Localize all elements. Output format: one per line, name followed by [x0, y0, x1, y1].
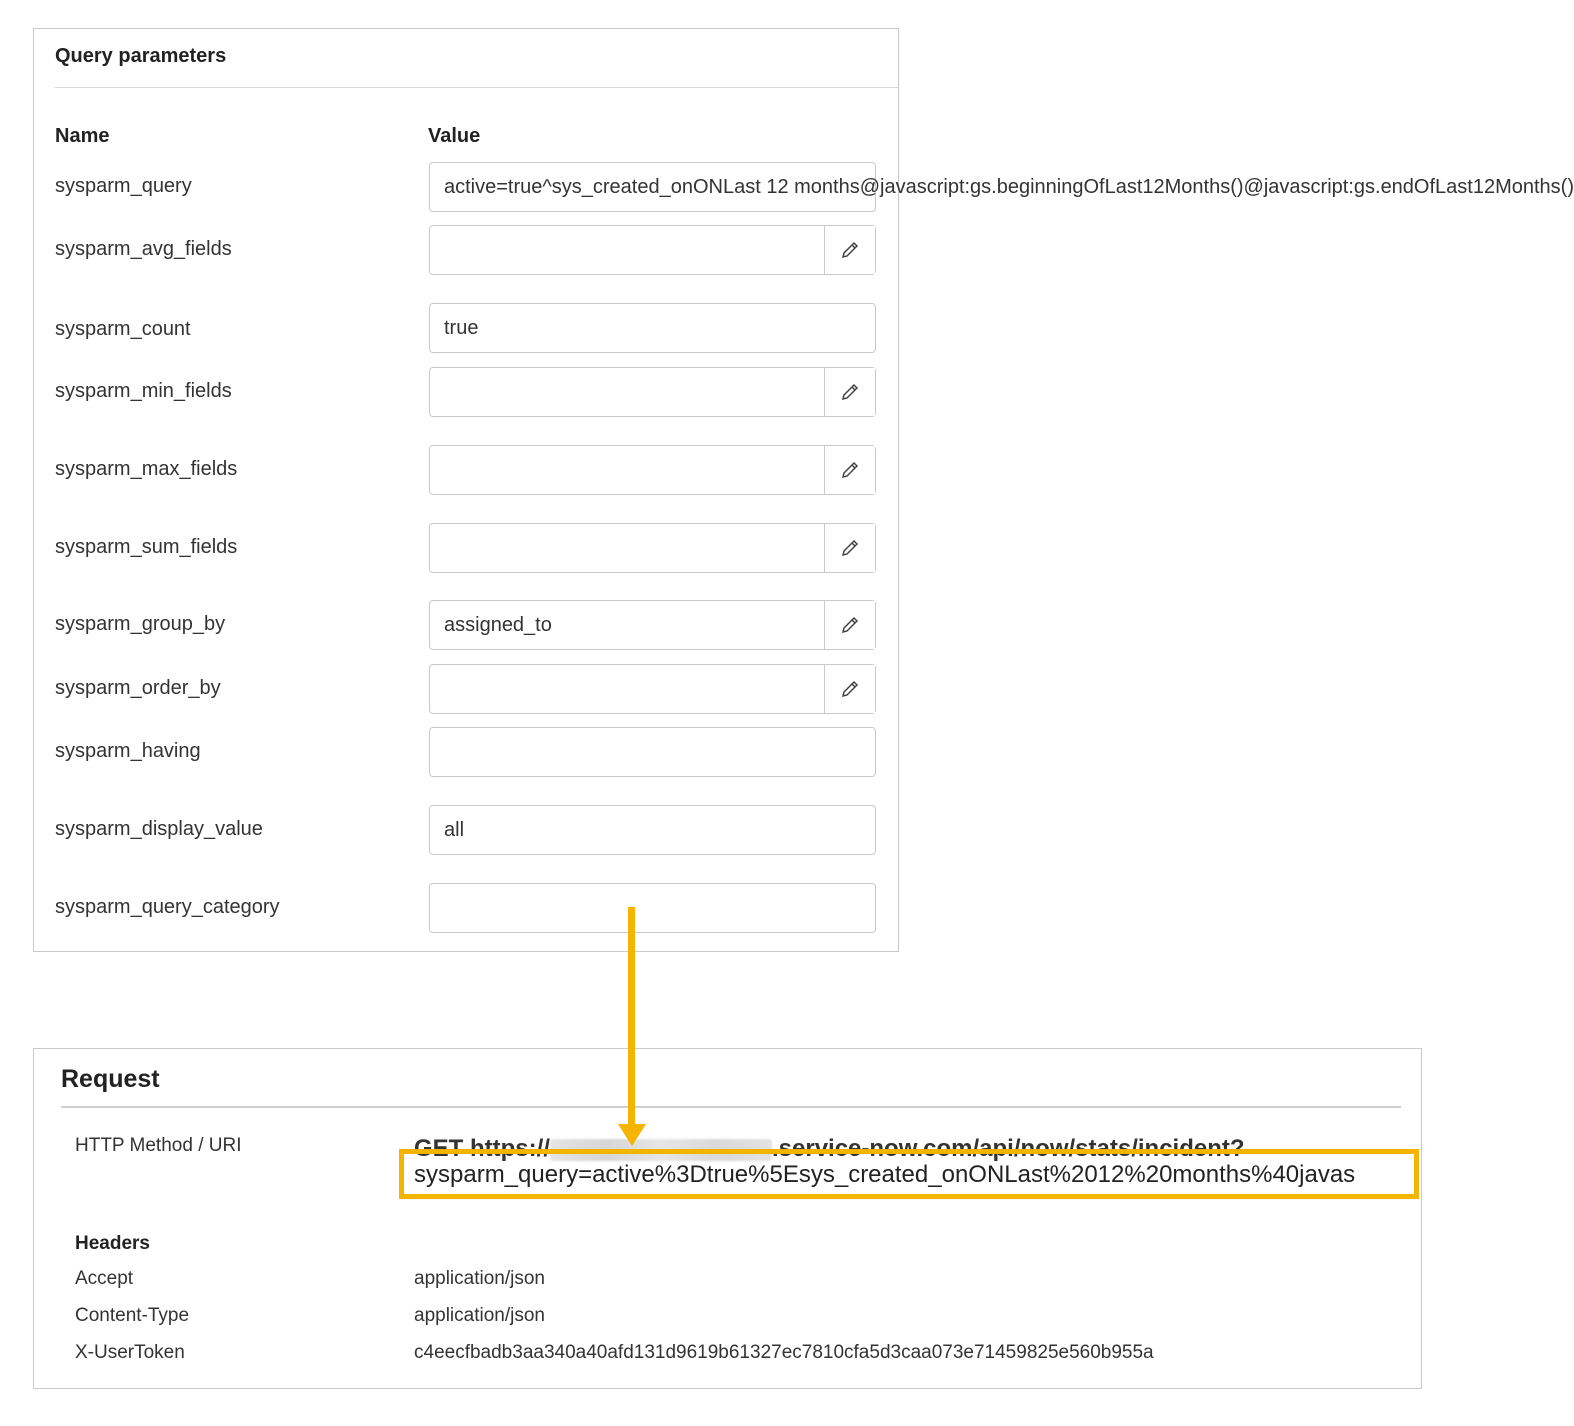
headers-label: Headers — [75, 1233, 150, 1254]
header-name: Accept — [75, 1268, 134, 1289]
field-value: active=true^sys_created_onONLast 12 months@javascript:gs.beginningOfLast12Months()@javascript:gs.endOfLast12Months() — [444, 175, 1574, 198]
param-row-sysparm-having — [34, 727, 898, 777]
request-title: Request — [61, 1065, 160, 1093]
sysparm-avg-fields-input[interactable] — [429, 225, 876, 275]
http-method-uri-label: HTTP Method / URI — [75, 1135, 242, 1156]
sysparm-query-input[interactable] — [429, 162, 1574, 212]
name-column-header: Name — [55, 125, 110, 147]
pencil-icon[interactable] — [825, 368, 875, 416]
sysparm-group-by-input[interactable] — [429, 600, 876, 650]
sysparm-having-input[interactable] — [429, 727, 876, 777]
param-row-sysparm-query — [34, 162, 1574, 212]
request-panel — [33, 1048, 1422, 1389]
pencil-icon[interactable] — [825, 226, 875, 274]
divider — [55, 87, 898, 88]
field-value — [430, 368, 825, 416]
header-value: application/json — [414, 1268, 545, 1289]
field-value — [430, 226, 825, 274]
param-row-sysparm-group-by — [34, 600, 898, 650]
pencil-icon[interactable] — [825, 524, 875, 572]
pencil-icon[interactable] — [825, 665, 875, 713]
param-label: sysparm_sum_fields — [55, 536, 238, 558]
param-label: sysparm_count — [55, 318, 191, 340]
param-label: sysparm_group_by — [55, 613, 226, 635]
sysparm-min-fields-input[interactable] — [429, 367, 876, 417]
param-label: sysparm_query_category — [55, 896, 280, 918]
sysparm-count-input[interactable] — [429, 303, 876, 353]
param-row-sysparm-sum-fields — [34, 523, 898, 573]
param-row-sysparm-display-value — [34, 805, 898, 855]
param-row-sysparm-query-category — [34, 883, 898, 933]
query-parameters-panel — [33, 28, 1574, 952]
param-label: sysparm_min_fields — [55, 380, 232, 402]
sysparm-order-by-input[interactable] — [429, 664, 876, 714]
pencil-icon[interactable] — [825, 446, 875, 494]
param-row-sysparm-avg-fields — [34, 225, 898, 275]
field-value — [430, 524, 825, 572]
highlight-box — [399, 1149, 1419, 1199]
sysparm-max-fields-input[interactable] — [429, 445, 876, 495]
divider — [61, 1106, 1401, 1108]
param-label: sysparm_display_value — [55, 818, 263, 840]
header-value: c4eecfbadb3aa340a40afd131d9619b61327ec7810cfa5d3caa073e71459825e560b955a — [414, 1342, 1154, 1363]
field-value: all — [444, 818, 465, 841]
field-value: assigned_to — [430, 601, 825, 649]
pencil-icon[interactable] — [825, 601, 875, 649]
uri-suffix: .service-now.com/api/now/stats/incident? — [771, 1135, 1245, 1162]
uri-prefix: GET https:// — [414, 1135, 550, 1162]
param-row-sysparm-min-fields — [34, 367, 898, 417]
sysparm-query-category-input[interactable] — [429, 883, 876, 933]
header-name: Content-Type — [75, 1305, 190, 1326]
param-row-sysparm-max-fields — [34, 445, 898, 495]
param-label: sysparm_order_by — [55, 677, 221, 699]
query-parameters-title: Query parameters — [55, 45, 227, 67]
sysparm-sum-fields-input[interactable] — [429, 523, 876, 573]
param-row-sysparm-count — [34, 303, 898, 353]
param-label: sysparm_query — [55, 175, 192, 197]
param-label: sysparm_having — [55, 740, 201, 762]
param-label: sysparm_max_fields — [55, 458, 238, 480]
field-value — [430, 446, 825, 494]
header-name: X-UserToken — [75, 1342, 185, 1363]
arrow-down-icon — [618, 1124, 646, 1146]
sysparm-display-value-input[interactable] — [429, 805, 876, 855]
arrow-shaft — [628, 907, 635, 1129]
field-value — [430, 665, 825, 713]
value-column-header: Value — [428, 125, 481, 147]
field-value: true — [444, 316, 479, 339]
param-row-sysparm-order-by — [34, 664, 898, 714]
request-uri-query: sysparm_query=active%3Dtrue%5Esys_created_onONLast%2012%20months%40javas — [414, 1161, 1356, 1188]
header-value: application/json — [414, 1305, 545, 1326]
param-label: sysparm_avg_fields — [55, 238, 232, 260]
